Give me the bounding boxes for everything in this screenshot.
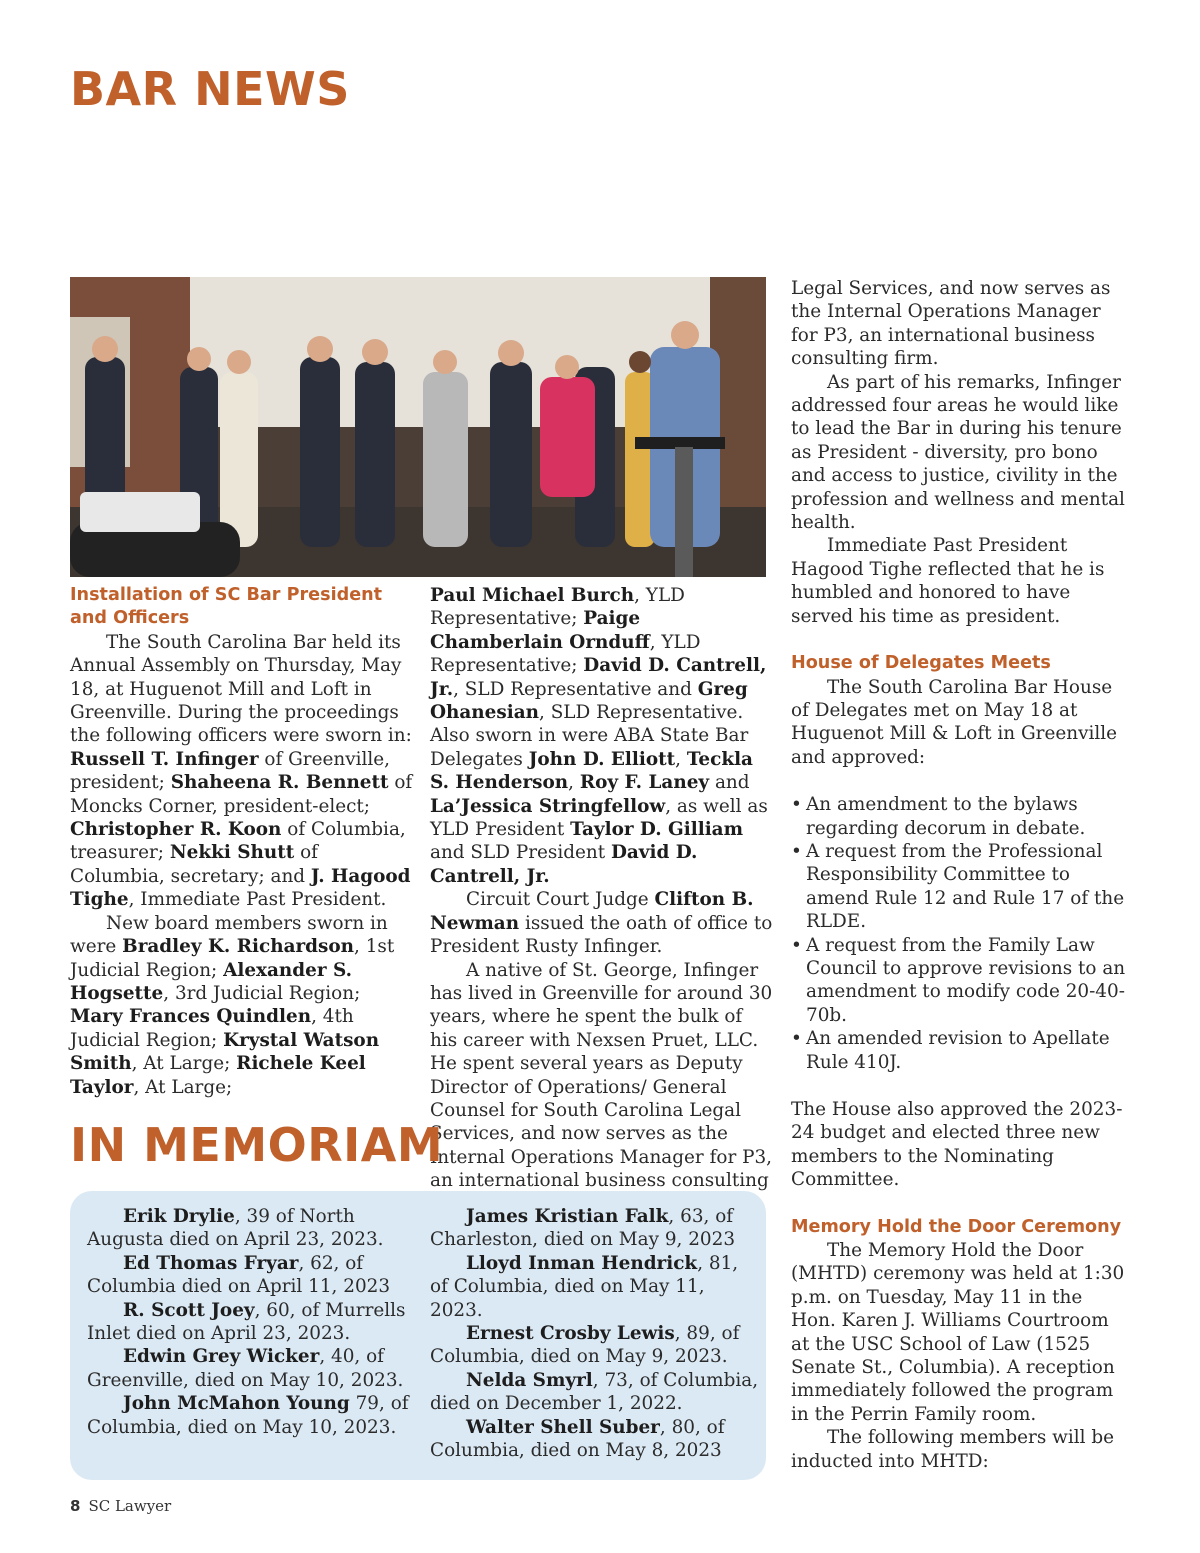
text: , 3rd Judicial Region; (163, 982, 361, 1004)
board-member-name: Greg Ohanesian (430, 678, 748, 724)
publication-name: SC Lawyer (88, 1497, 172, 1515)
text: and (709, 772, 750, 794)
officer-name: Nekki Shutt (169, 842, 295, 864)
installation-column-2 (430, 584, 775, 1216)
text: , 39 of North Augusta died on April 23, 2023. (87, 1206, 384, 1251)
deceased-name: Nelda Smyrl (466, 1369, 593, 1391)
memoriam-entry (430, 1205, 760, 1252)
memoriam-title: IN MEMORIAM (70, 1118, 444, 1172)
installation-heading: Installation of SC Bar President and Officers (70, 585, 383, 629)
group-photo-illustration (70, 277, 766, 577)
deceased-name: Walter Shell Suber (466, 1416, 660, 1438)
list-item: • A request from the Family Law Council to approve revisions to an amendment to modify code 20-40-70b. (791, 934, 1131, 1028)
installation-column-1 (70, 584, 415, 1099)
installation-paragraph-1 (70, 631, 415, 912)
memory-heading: Memory Hold the Door Ceremony (791, 1216, 1122, 1237)
text: , 40, of Greenville, died on May 10, 2023. (87, 1346, 404, 1391)
memoriam-entry (430, 1416, 760, 1463)
text: , 4th Judicial Region; (70, 1006, 354, 1051)
text: , as well as YLD President (430, 795, 768, 841)
president-name: Taylor D. Gilliam (570, 819, 744, 841)
deceased-name: R. Scott Joey (123, 1299, 255, 1321)
board-member-name: Mary Frances Quindlen (70, 1006, 312, 1028)
text: , 63, of Charleston, died on May 9, 2023 (430, 1206, 736, 1251)
installation-paragraph-2-cont (430, 584, 775, 888)
installation-remarks: As part of his remarks, Infinger addressed four areas he would like to lead the Bar in during his tenure as President - diversity, pro bono and access to justice, civility in the profession and wellness and mental health. (791, 371, 1125, 534)
installation-paragraph-4-cont: Legal Services, and now serves as the Internal Operations Manager for P3, an international business consulting firm. (791, 278, 1111, 370)
list-item: • An amended revision to Apellate Rule 410J. (791, 1027, 1131, 1074)
memoriam-entry (430, 1252, 760, 1322)
text: of Columbia, treasurer; (70, 819, 406, 864)
deceased-name: James Kristian Falk (466, 1206, 669, 1227)
group-photo (70, 277, 766, 577)
board-member-name: Krystal Watson Smith (70, 1029, 380, 1075)
installation-paragraph-4: A native of St. George, Infinger has lived in Greenville for around 30 years, where he spent the bulk of his career with Nexsen Pruet, LLC. He spent several years as Deputy Director of Operations/ General Counsel for South Carolina Legal Services, and now serves as the Internal Operations Manager for P3, an international business consulting (430, 959, 773, 1192)
text: , At Large; (131, 1053, 237, 1075)
list-item: • A request from the Professional Responsibility Committee to amend Rule 12 and Rule 17 of the RLDE. (791, 840, 1131, 934)
board-member-name: Alexander S. Hogsette (70, 959, 352, 1004)
delegates-heading: House of Delegates Meets (791, 653, 1051, 674)
text: , YLD Representative; (430, 631, 701, 677)
text: of Moncks Corner, president-elect; (70, 772, 413, 817)
delegates-intro: The South Carolina Bar House of Delegates met on May 18 at Huguenot Mill & Loft in Greenville and approved: (791, 676, 1117, 768)
deceased-name: Erik Drylie (123, 1206, 235, 1227)
delegates-list (791, 793, 1131, 1074)
installation-paragraph-3 (430, 888, 775, 958)
text: , 89, of Columbia, died on May 9, 2023. (430, 1323, 740, 1368)
text: , 1st Judicial Region; (70, 936, 395, 981)
officer-name: J. Hagood Tighe (70, 865, 411, 911)
board-member-name: Bradley K. Richardson (122, 936, 355, 958)
delegates-outro: The House also approved the 2023-24 budget and elected three new members to the Nominating Committee. (791, 1099, 1123, 1191)
delegate-name: La’Jessica Stringfellow (430, 795, 666, 817)
text: , 73, of Columbia, died on December 1, 2022. (430, 1369, 759, 1415)
text: , SLD Representative. Also sworn in were ABA State Bar Delegates (430, 702, 749, 770)
page-number: 8 (70, 1497, 81, 1515)
text: of Greenville, president; (70, 748, 390, 794)
deceased-name: Ed Thomas Fryar (123, 1252, 299, 1274)
memoriam-entry (430, 1369, 760, 1416)
memory-paragraph-1: The Memory Hold the Door (MHTD) ceremony was held at 1:30 p.m. on Tuesday, May 11 in the Hon. Karen J. Williams Courtroom at the USC School of Law (1525 Senate St., Columbia). A reception immediately followed the program in the Perrin Family room. (791, 1240, 1125, 1425)
memoriam-entry (87, 1345, 417, 1392)
memory-paragraph-2: The following members will be inducted into MHTD: (791, 1427, 1115, 1472)
deceased-name: John McMahon Young (123, 1393, 350, 1415)
memoriam-entry (87, 1299, 417, 1346)
board-member-name: Paige Chamberlain Ornduff (430, 608, 650, 653)
deceased-name: Ernest Crosby Lewis (466, 1323, 675, 1345)
deceased-name: Lloyd Inman Hendrick (466, 1252, 698, 1274)
officer-name: Russell T. Infinger (70, 748, 259, 770)
text: Circuit Court Judge (466, 889, 655, 911)
president-name: David D. Cantrell, Jr. (430, 842, 698, 887)
memoriam-entry (87, 1252, 417, 1299)
board-member-name: David D. Cantrell, Jr. (430, 655, 767, 700)
list-item: • An amendment to the bylaws regarding decorum in debate. (791, 793, 1131, 840)
deceased-name: Edwin Grey Wicker (123, 1346, 320, 1368)
memoriam-entry (87, 1392, 417, 1439)
memoriam-column-left (87, 1205, 417, 1439)
text: , 80, of Columbia, died on May 8, 2023 (430, 1416, 725, 1462)
text: , Immediate Past President. (128, 889, 387, 911)
text: , At Large; (133, 1076, 233, 1098)
delegate-name: Teckla S. Henderson (430, 748, 753, 794)
right-column (791, 277, 1131, 1473)
section-title: BAR NEWS (70, 62, 350, 116)
installation-paragraph-2 (70, 912, 415, 1099)
text: 79, of Columbia, died on May 10, 2023. (87, 1393, 409, 1438)
memoriam-entry (87, 1205, 417, 1252)
text: of Columbia, secretary; and (70, 842, 318, 887)
text: , 60, of Murrells Inlet died on April 23, 2023. (87, 1299, 406, 1345)
officer-name: Shaheena R. Bennett (170, 772, 389, 794)
delegate-name: John D. Elliott (528, 748, 676, 770)
memoriam-entry (430, 1322, 760, 1369)
text: , (568, 772, 580, 794)
text: , SLD Representative and (453, 678, 698, 700)
officer-name: Christopher R. Koon (70, 819, 282, 841)
board-member-name: Richele Keel Taylor (70, 1053, 366, 1098)
text: , 62, of Columbia died on April 11, 2023 (87, 1252, 391, 1298)
text: , YLD Representative; (430, 585, 685, 630)
installation-past-president: Immediate Past President Hagood Tighe reflected that he is humbled and honored to have served his time as president. (791, 535, 1105, 627)
text: The South Carolina Bar held its Annual Assembly on Thursday, May 18, at Huguenot Mill and Loft in Greenville. During the proceedings the following officers were sworn in: (70, 631, 412, 747)
text: , (675, 748, 687, 770)
text: and SLD President (430, 842, 611, 864)
page-footer (70, 1497, 171, 1515)
memoriam-column-right (430, 1205, 760, 1462)
judge-name: Clifton B. Newman (430, 889, 754, 934)
text: issued the oath of office to President Rusty Infinger. (430, 912, 773, 958)
text: , 81, of Columbia, died on May 11, 2023. (430, 1252, 739, 1321)
text: New board members sworn in were (70, 912, 388, 958)
delegate-name: Roy F. Laney (579, 772, 710, 794)
board-member-name: Paul Michael Burch (430, 585, 635, 606)
